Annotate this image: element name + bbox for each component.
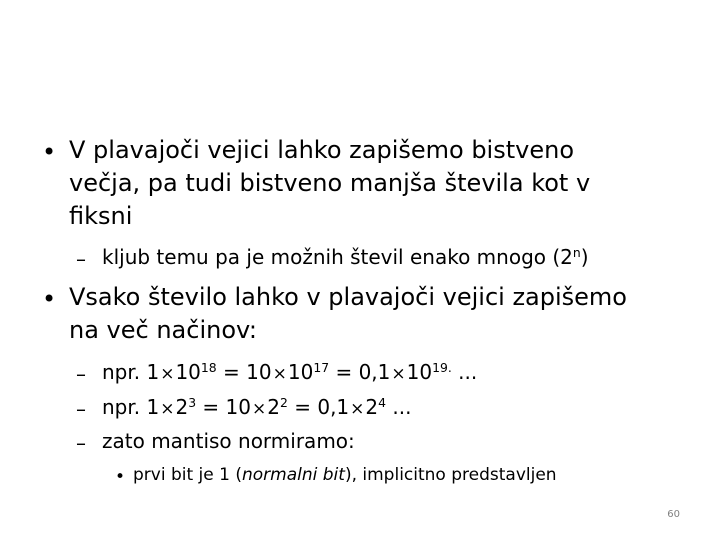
text: 10 <box>287 360 314 384</box>
bullet-2-line-1: Vsako število lahko v plavajoči vejici zapišemo <box>69 283 627 311</box>
dash-marker: – <box>76 362 86 386</box>
text: npr. 1 <box>102 360 160 384</box>
text: 2 <box>267 395 280 419</box>
times-sign: × <box>391 364 406 384</box>
exponent: 2 <box>279 395 288 411</box>
exponent: 17 <box>313 360 330 376</box>
text: ... <box>386 395 412 419</box>
text: npr. 1 <box>102 395 160 419</box>
text: = 0,1 <box>287 395 350 419</box>
page-number: 60 <box>667 509 680 520</box>
bullet-marker: • <box>42 285 57 313</box>
exponent: 18 <box>200 360 217 376</box>
exponent: 19. <box>432 360 452 376</box>
text: 10 <box>406 360 433 384</box>
exponent: 4 <box>378 395 387 411</box>
bullet-1-line-1: V plavajoči vejici lahko zapišemo bistveno <box>69 136 574 164</box>
text: 2 <box>365 395 379 419</box>
bullet-1-sub-1 <box>102 247 589 267</box>
times-sign: × <box>252 399 267 419</box>
sub-text-end: ) <box>580 245 589 269</box>
text: ... <box>451 360 478 384</box>
normal-bit-line <box>133 467 557 484</box>
emphasis-text: normalni bit <box>242 465 345 485</box>
exponent: 3 <box>188 395 197 411</box>
bullet-1-line-2: večja, pa tudi bistveno manjša števila kot v <box>69 169 591 197</box>
bullet-marker: • <box>115 467 126 487</box>
superscript: n <box>572 245 581 261</box>
example-line-2 <box>102 397 411 418</box>
bullet-2-line-2: na več načinov: <box>69 316 257 344</box>
text: = 10 <box>196 395 251 419</box>
normalize-line: zato mantiso normiramo: <box>102 429 355 453</box>
sub-text: kljub temu pa je možnih števil enako mnogo (2 <box>102 245 573 269</box>
bullet-1-line-3: fiksni <box>69 202 133 230</box>
text: = 0,1 <box>329 360 391 384</box>
times-sign: × <box>160 364 175 384</box>
dash-marker: – <box>76 397 86 421</box>
example-line-1 <box>102 362 477 383</box>
bullet-marker: • <box>42 138 57 166</box>
dash-marker: – <box>76 247 86 271</box>
text: 10 <box>175 360 201 384</box>
text: prvi bit je 1 ( <box>133 465 242 485</box>
dash-marker: – <box>76 431 86 455</box>
times-sign: × <box>350 399 365 419</box>
times-sign: × <box>272 364 287 384</box>
text: 2 <box>175 395 189 419</box>
text: = 10 <box>216 360 272 384</box>
text: ), implicitno predstavljen <box>344 465 557 485</box>
times-sign: × <box>160 399 175 419</box>
